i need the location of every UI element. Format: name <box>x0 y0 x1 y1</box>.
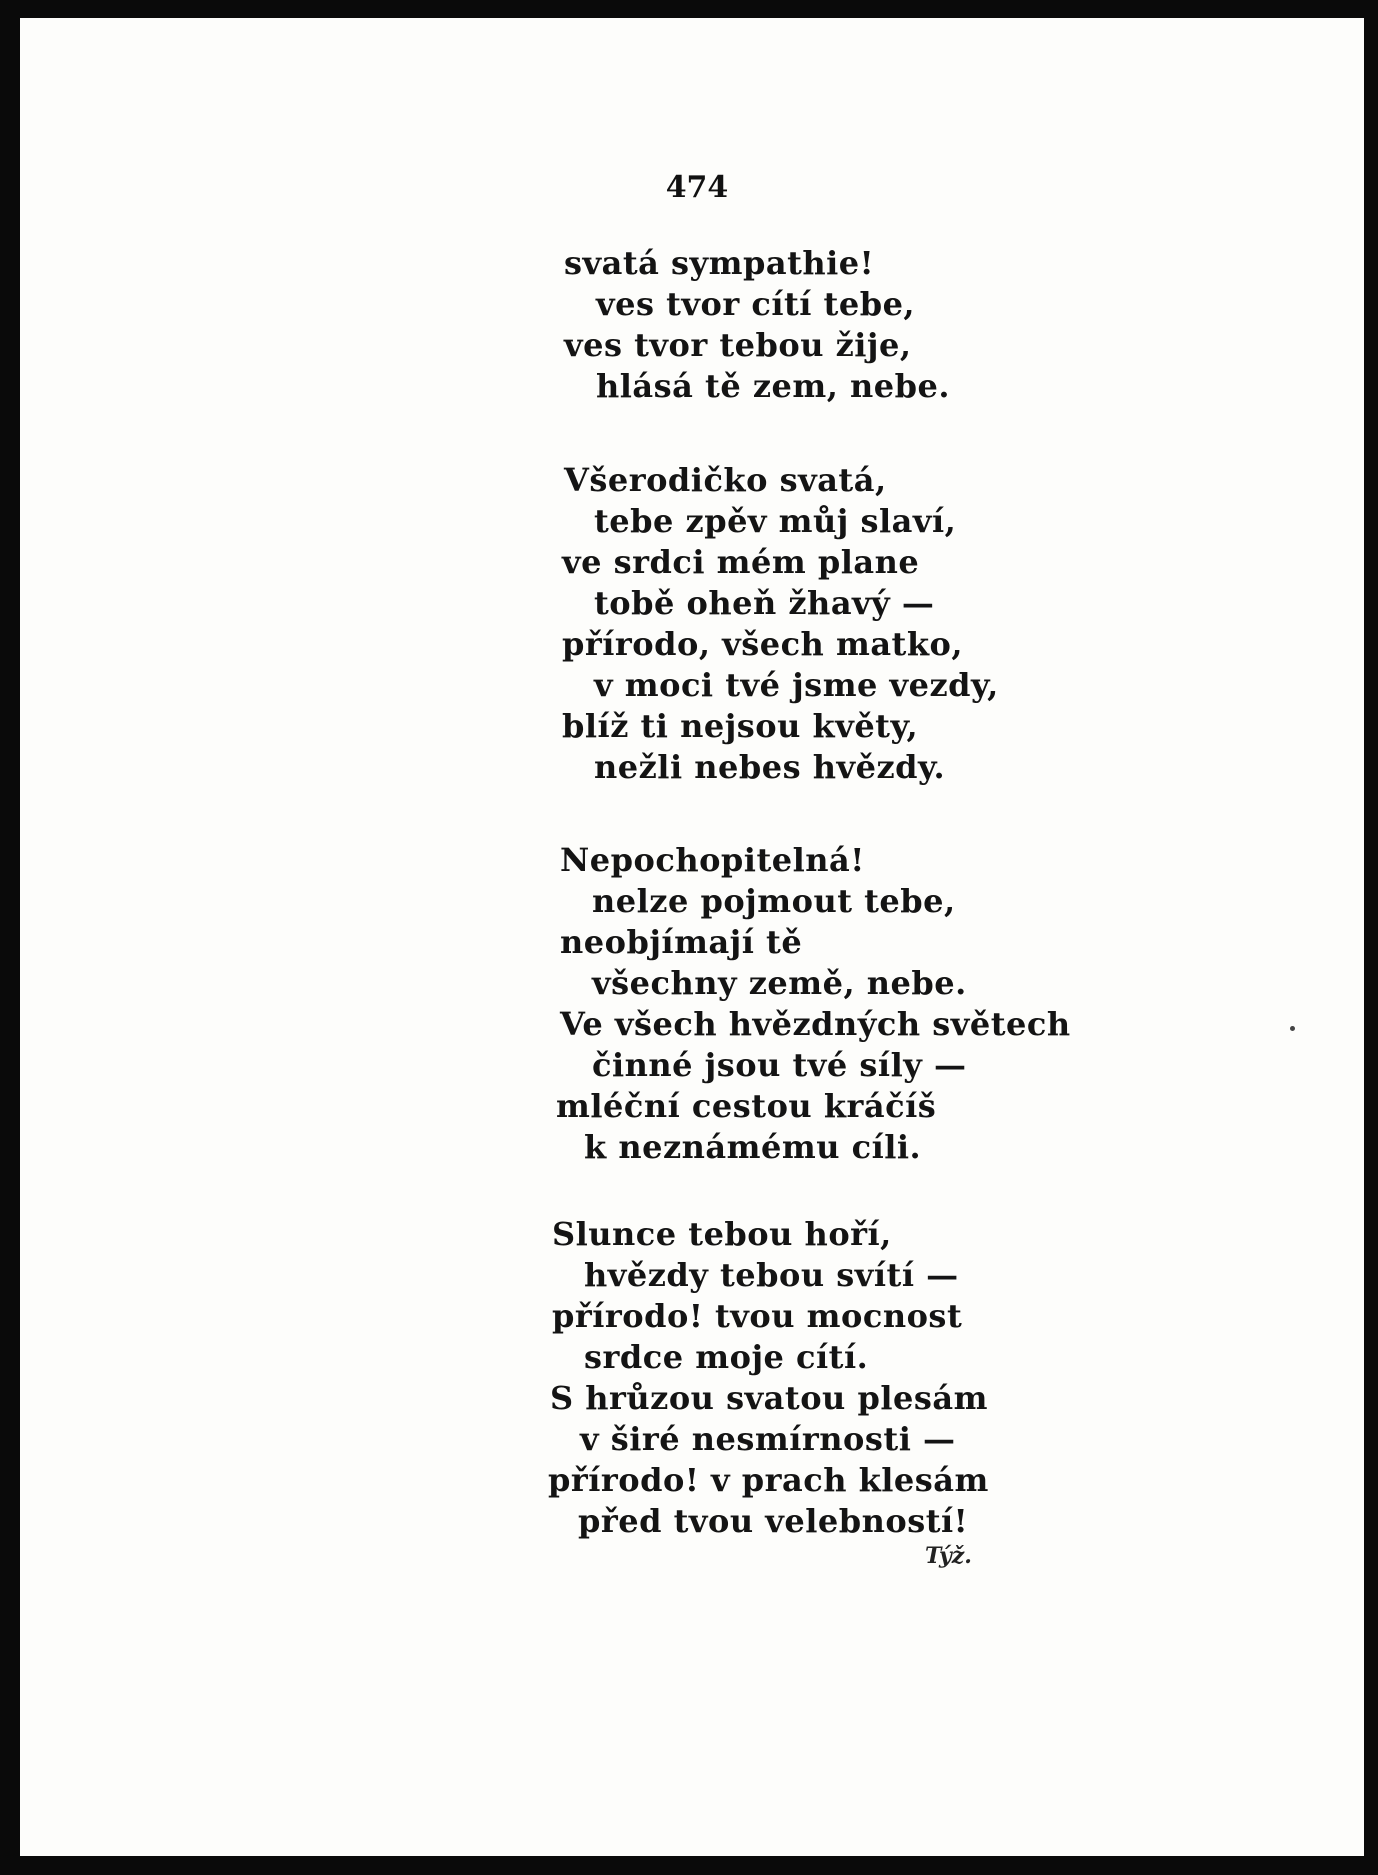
poem-line: ves tvor cítí tebe, <box>596 285 916 323</box>
poem-line: srdce moje cítí. <box>584 1338 869 1376</box>
poem-line: ve srdci mém plane <box>562 543 920 581</box>
book-page <box>20 18 1364 1856</box>
poem-line: blíž ti nejsou květy, <box>562 707 919 745</box>
poem-line: hlásá tě zem, nebe. <box>596 367 950 405</box>
poem-line: nelze pojmout tebe, <box>592 882 956 920</box>
poem-line: ves tvor tebou žije, <box>564 326 912 364</box>
poem-line: přírodo, všech matko, <box>562 625 963 663</box>
poem-line: všechny země, nebe. <box>592 964 967 1002</box>
attribution: Týž. <box>925 1543 972 1569</box>
poem-line: k neznámému cíli. <box>584 1128 922 1166</box>
poem-line: přírodo! tvou mocnost <box>552 1297 963 1335</box>
poem-line: v širé nesmírnosti — <box>580 1420 956 1458</box>
poem-line: Slunce tebou hoří, <box>552 1215 892 1253</box>
poem-line: mléční cestou kráčíš <box>556 1087 937 1125</box>
poem-line: Nepochopitelná! <box>560 841 865 879</box>
poem-line: S hrůzou svatou plesám <box>550 1379 988 1417</box>
poem-line: tobě oheň žhavý — <box>594 584 935 622</box>
poem-line: před tvou velebností! <box>578 1502 969 1540</box>
poem-line: činné jsou tvé síly — <box>592 1046 967 1084</box>
page-number: 474 <box>665 170 729 205</box>
poem-line: tebe zpěv můj slaví, <box>594 502 957 540</box>
poem-line: neobjímají tě <box>560 923 803 961</box>
scan-speck <box>1290 1026 1295 1031</box>
poem <box>540 18 1100 1856</box>
poem-line: Ve všech hvězdných světech <box>560 1005 1071 1043</box>
poem-line: přírodo! v prach klesám <box>548 1461 989 1499</box>
poem-line: Všerodičko svatá, <box>564 461 887 499</box>
poem-line: hvězdy tebou svítí — <box>584 1256 959 1294</box>
poem-line: svatá sympathie! <box>564 244 875 282</box>
poem-line: v moci tvé jsme vezdy, <box>594 666 999 704</box>
poem-line: nežli nebes hvězdy. <box>594 748 946 786</box>
